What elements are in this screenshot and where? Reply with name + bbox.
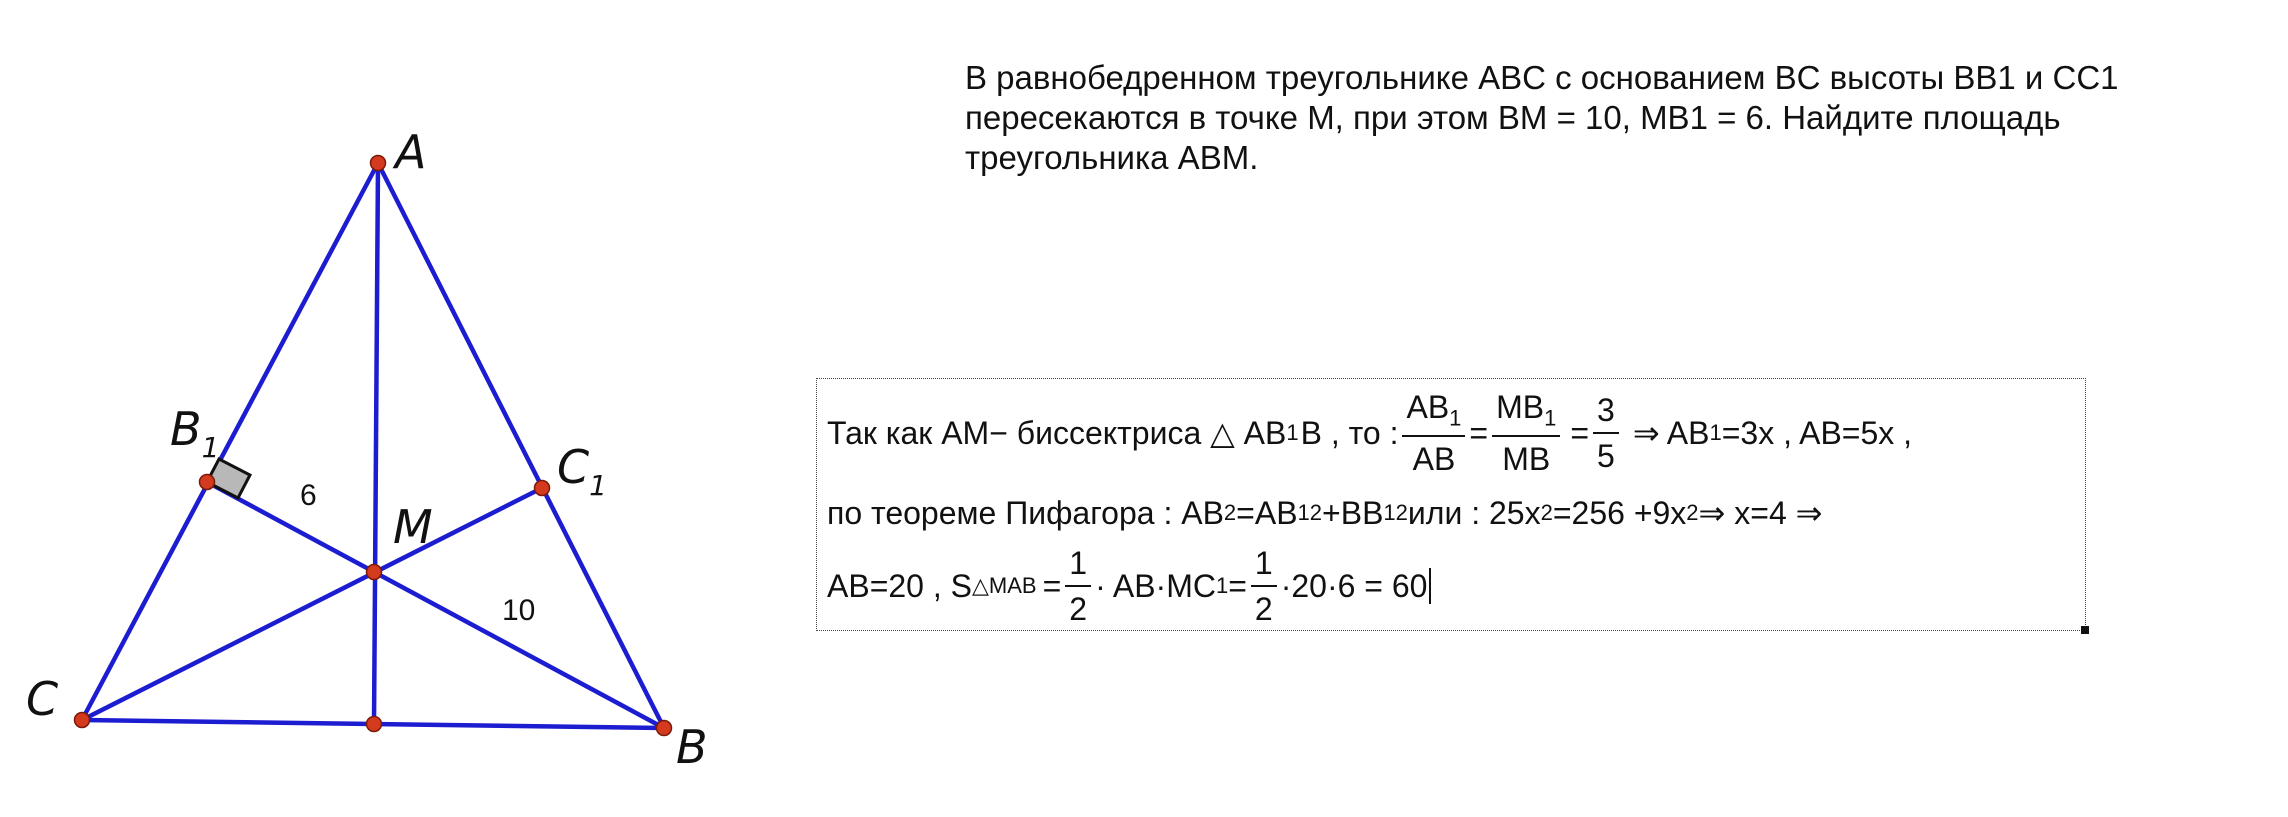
point-B: [657, 721, 672, 736]
label-A: A: [395, 125, 427, 179]
altitude-CC1: [82, 488, 542, 720]
text-cursor: [1429, 568, 1431, 604]
fraction-1-2: [1065, 547, 1091, 625]
text: Так как AM− биссектриса △ AB: [827, 415, 1287, 452]
numerator: 3: [1593, 394, 1619, 434]
point-B1: [200, 475, 215, 490]
denominator: 2: [1069, 591, 1088, 627]
altitude-BB1: [207, 482, 664, 728]
problem-line: треугольника ABM.: [965, 139, 1259, 176]
label-M: M: [393, 500, 433, 554]
denominator: AB: [1412, 441, 1456, 478]
label-B1: $B_1$: [170, 402, 220, 464]
sub: 1: [1286, 420, 1299, 446]
numerator: $AB_1$: [1402, 391, 1465, 437]
resize-handle[interactable]: [2081, 626, 2089, 634]
fraction-1-2: [1251, 547, 1277, 625]
label-C: C: [26, 672, 59, 726]
side-AC: [82, 163, 378, 720]
text: =3x , AB=5x ,: [1721, 414, 1913, 451]
length-BM: 10: [502, 594, 536, 627]
point-M: [367, 565, 382, 580]
point-C: [75, 713, 90, 728]
label-C1: $C_1$: [557, 440, 607, 502]
point-foot: [367, 717, 382, 732]
fraction-MB1-MB: [1492, 389, 1560, 478]
solution-line-2: по теореме Пифагора : AB 2 =AB 1 2 +BB 1 2 или : 25x 2 =256 +9x 2 ⇒ x=4 ⇒: [827, 494, 1823, 531]
denominator: 5: [1597, 438, 1615, 475]
fraction-AB1-AB: [1402, 389, 1465, 478]
median-A: [374, 163, 378, 724]
text: ⇒ AB: [1632, 415, 1710, 452]
point-C1: [535, 481, 550, 496]
side-AB: [378, 163, 664, 728]
length-MB1: 6: [300, 479, 317, 512]
text: B , то :: [1300, 414, 1399, 451]
equals: =: [1469, 414, 1489, 451]
numerator: $MB_1$: [1492, 391, 1560, 437]
label-B: B: [676, 720, 708, 774]
problem-statement: [965, 58, 2165, 178]
numerator: 1: [1065, 547, 1091, 587]
denominator: MB: [1502, 441, 1551, 478]
sub: 1: [1709, 420, 1722, 446]
solution-textbox[interactable]: [816, 378, 2086, 631]
fraction-3-5: [1593, 392, 1619, 475]
denominator: 2: [1254, 591, 1273, 627]
point-A: [371, 156, 386, 171]
numerator: 1: [1251, 547, 1277, 587]
problem-line: пересекаются в точке M, при этом BM = 10, MB1 = 6. Найдите площадь: [965, 99, 2061, 136]
equals: =: [1570, 414, 1590, 451]
solution-line-3: AB=20 , S △MAB = $\frac{1}{2}$ · AB·MC 1 = $\frac{1}{2}$ ·20·6 = 60: [827, 547, 1431, 625]
problem-line: В равнобедренном треугольнике ABC с основанием BC высоты BB1 и CC1: [965, 59, 2119, 96]
triangle-diagram: [0, 0, 760, 817]
solution-line-1: [827, 389, 1913, 478]
